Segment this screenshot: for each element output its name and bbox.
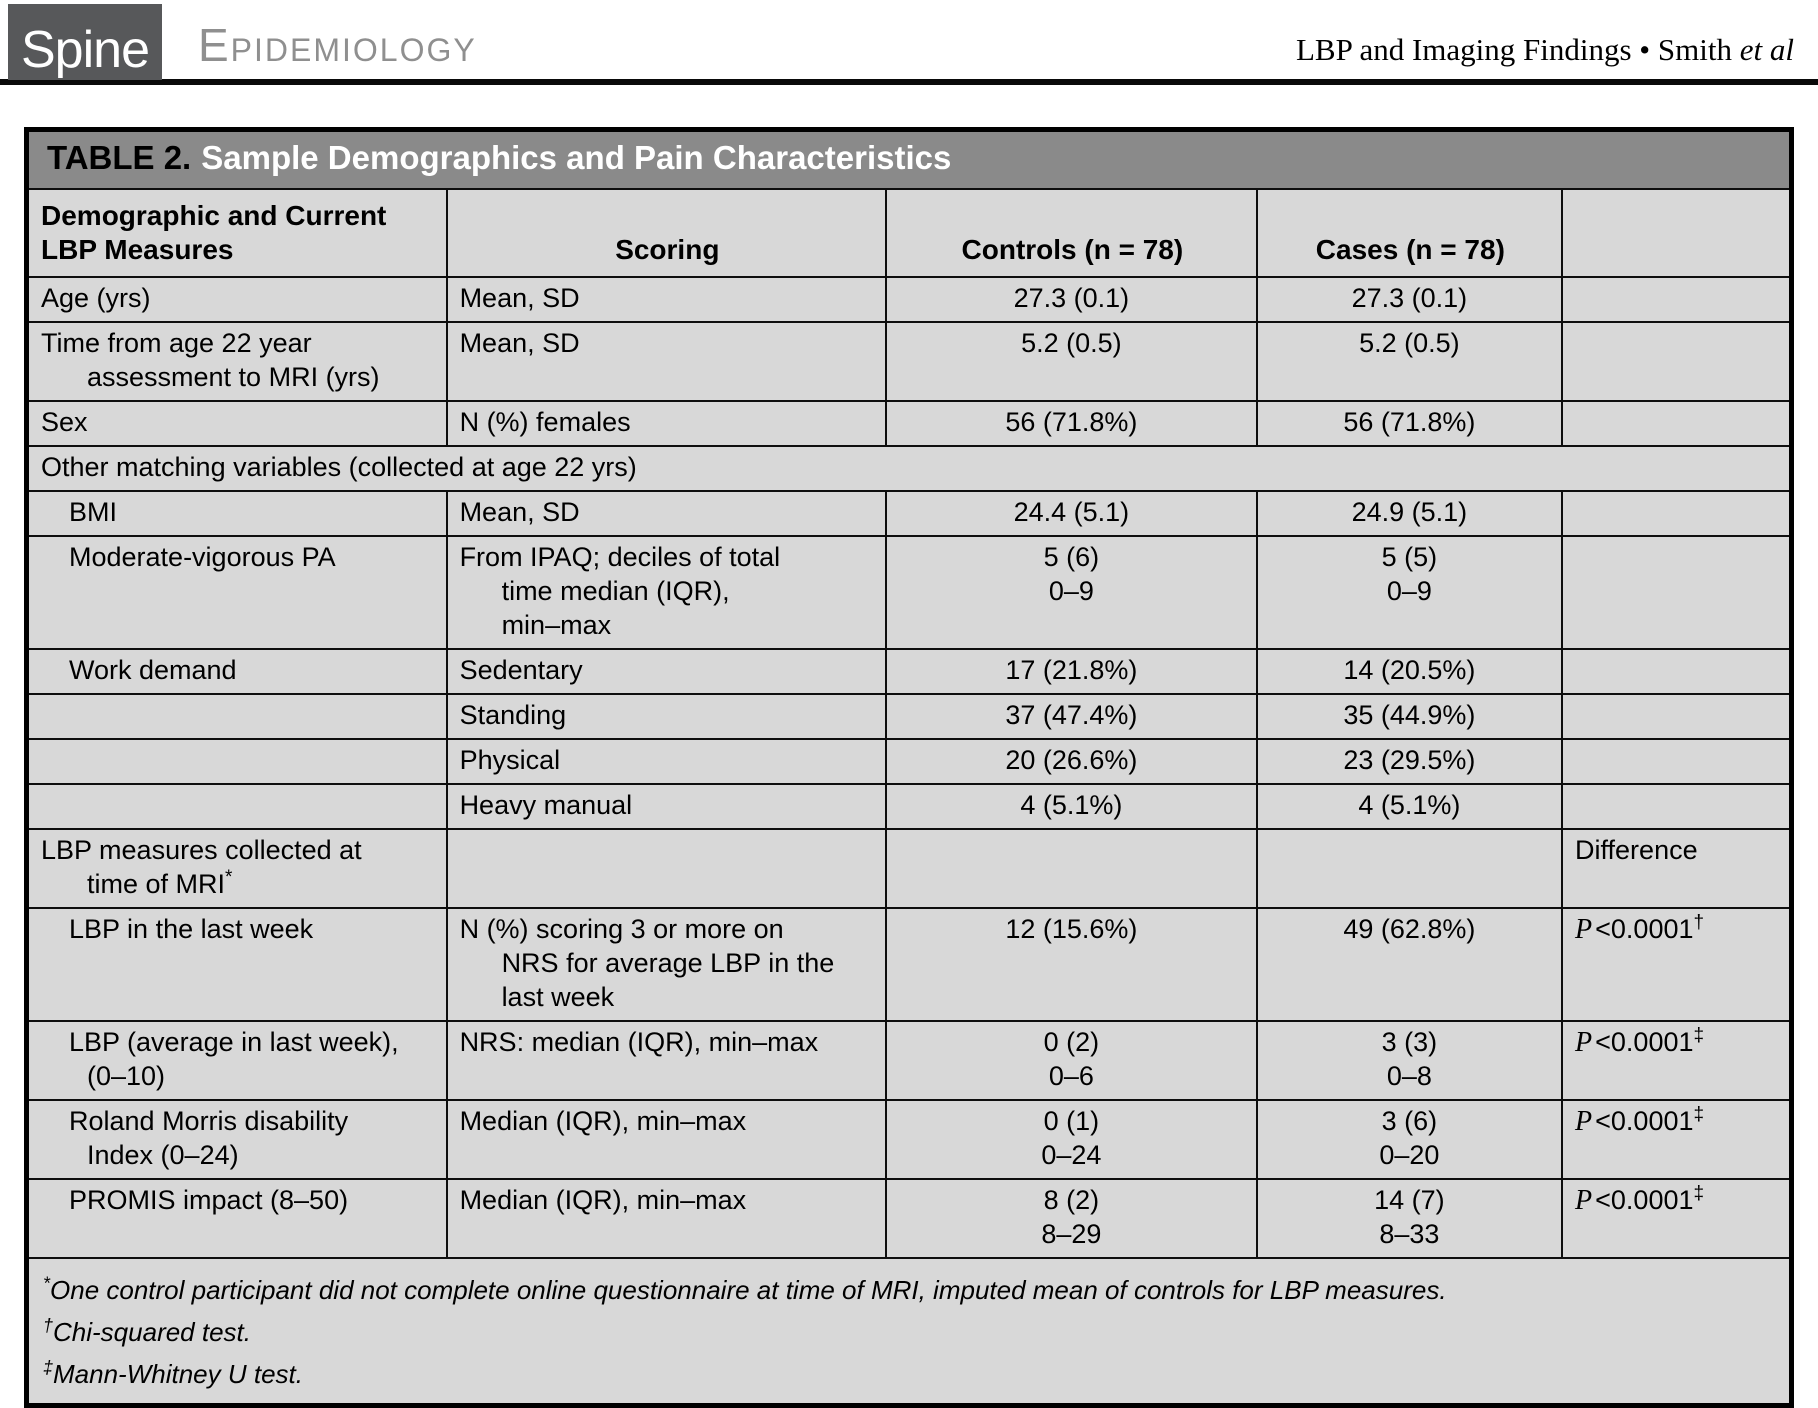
header-line: LBP Measures [41,234,234,265]
cell-measure [27,908,447,1021]
column-header-row [27,189,1792,277]
cell-cases: 27.3 (0.1) [1257,277,1562,322]
col-header-measures [27,189,447,277]
cell-measure [27,536,447,649]
table-number: TABLE 2. [47,139,192,176]
row-time-to-mri [27,322,1792,401]
journal-logo-text: Spine [21,21,149,79]
row-label: Age (yrs) [41,283,151,313]
cell-measure [27,1021,447,1100]
row-label: LBP measures collected at [41,835,362,865]
footnotes-row [27,1258,1792,1406]
value-line: 0–6 [1048,1061,1094,1091]
cell-difference [1562,784,1791,829]
cell-measure [27,694,447,739]
cell-controls: 4 (5.1%) [886,784,1257,829]
cell-difference [1562,491,1791,536]
cell-controls: 17 (21.8%) [886,649,1257,694]
footnote-marker: * [225,867,233,888]
running-head-bullet: • [1639,32,1651,67]
cell-scoring: Median (IQR), min–max [447,1100,886,1179]
value-line: 0–9 [1048,576,1094,606]
cell-controls: 56 (71.8%) [886,401,1257,446]
p-value: <0.0001 [1595,914,1694,944]
cell-cases: 23 (29.5%) [1257,739,1562,784]
section-header-cell: Other matching variables (collected at age 22 yrs) [27,446,1792,491]
row-label: LBP (average in last week), [69,1027,399,1057]
cell-controls: 37 (47.4%) [886,694,1257,739]
cell-difference [1562,322,1791,401]
cell-controls [886,829,1257,908]
footnote-marker: * [43,1273,51,1294]
cell-measure [27,1100,447,1179]
row-label-cont: Index (0–24) [87,1140,239,1170]
scoring-line: N (%) scoring 3 or more on [459,914,784,944]
row-work-heavy-manual [27,784,1792,829]
footnote-marker: ‡ [1693,1025,1705,1046]
cell-scoring: Median (IQR), min–max [447,1179,886,1258]
cell-measure [27,739,447,784]
cell-scoring: N (%) females [447,401,886,446]
footnote-marker: † [1693,912,1705,933]
cell-p-value [1562,1021,1791,1100]
row-bmi [27,491,1792,536]
cell-difference [1562,277,1791,322]
value-line: 0–20 [1379,1140,1440,1170]
scoring-line: From IPAQ; deciles of total [459,542,781,572]
footnote-text: Chi-squared test. [53,1317,251,1347]
cell-cases [1257,1100,1562,1179]
cell-scoring [447,829,886,908]
table-title-bar [27,130,1792,190]
col-header-difference [1562,189,1791,277]
value-line: 3 (6) [1381,1106,1438,1136]
cell-scoring: Sedentary [447,649,886,694]
cell-controls [886,536,1257,649]
value-line: 5 (5) [1381,542,1438,572]
cell-controls: 24.4 (5.1) [886,491,1257,536]
p-symbol: P [1575,1027,1593,1058]
scoring-line: time median (IQR), [501,576,730,606]
row-matching-section [27,446,1792,491]
row-physical-activity [27,536,1792,649]
p-symbol: P [1575,1106,1593,1137]
cell-measure [27,322,447,401]
row-work-sedentary [27,649,1792,694]
row-roland-morris [27,1100,1792,1179]
footnote-marker: ‡ [1693,1183,1705,1204]
cell-controls [886,1100,1257,1179]
row-promis [27,1179,1792,1258]
scoring-line: last week [501,982,615,1012]
value-line: 5 (6) [1043,542,1100,572]
cell-p-value [1562,1100,1791,1179]
p-value: <0.0001 [1595,1027,1694,1057]
row-label-text: time of MRI [87,869,226,899]
cell-measure [27,277,447,322]
cell-cases [1257,1021,1562,1100]
cell-difference [1562,649,1791,694]
cell-scoring [447,908,886,1021]
value-line: 3 (3) [1381,1027,1438,1057]
row-sex [27,401,1792,446]
value-line: 14 (7) [1374,1185,1445,1215]
cell-cases: 56 (71.8%) [1257,401,1562,446]
row-label: BMI [69,497,118,527]
cell-scoring: Physical [447,739,886,784]
row-work-standing [27,694,1792,739]
row-label: Time from age 22 year [41,328,312,358]
footnote [43,1353,1775,1395]
row-work-physical [27,739,1792,784]
cell-cases [1257,829,1562,908]
cell-difference [1562,694,1791,739]
cell-difference: Difference [1562,829,1791,908]
cell-measure [27,784,447,829]
journal-logo [8,4,162,80]
footnote [43,1311,1775,1353]
row-label: Roland Morris disability [69,1106,349,1136]
col-header-scoring: Scoring [447,189,886,277]
table-title: Sample Demographics and Pain Characteristics [201,139,952,176]
cell-scoring: Standing [447,694,886,739]
cell-cases [1257,1179,1562,1258]
cell-scoring: Mean, SD [447,277,886,322]
cell-scoring: NRS: median (IQR), min–max [447,1021,886,1100]
value-line: 8–29 [1041,1219,1102,1249]
value-line: 0–9 [1386,576,1432,606]
footnote-marker: ‡ [43,1357,54,1378]
row-lbp-average [27,1021,1792,1100]
cell-scoring [447,536,886,649]
table2 [24,127,1794,1389]
cell-controls: 20 (26.6%) [886,739,1257,784]
cell-scoring: Mean, SD [447,322,886,401]
row-label: LBP in the last week [69,914,314,944]
cell-controls [886,1021,1257,1100]
running-et-al: et al [1739,32,1794,67]
footnote-marker: ‡ [1693,1104,1705,1125]
cell-difference [1562,739,1791,784]
value-line: 0–24 [1041,1140,1102,1170]
cell-p-value [1562,908,1791,1021]
row-label-cont [41,867,436,901]
footnote-text: One control participant did not complete online questionnaire at time of MRI, imputed mean of controls for LBP measures. [50,1275,1447,1305]
header-line: Demographic and Current [41,200,387,231]
cell-cases: 49 (62.8%) [1257,908,1562,1021]
cell-measure [27,649,447,694]
footnote-text: Mann-Whitney U test. [53,1359,303,1389]
scoring-line: NRS for average LBP in the [501,948,835,978]
cell-cases: 24.9 (5.1) [1257,491,1562,536]
cell-measure: Sex [27,401,447,446]
cell-controls: 5.2 (0.5) [886,322,1257,401]
footnotes-cell [27,1258,1792,1406]
cell-controls: 12 (15.6%) [886,908,1257,1021]
cell-scoring: Heavy manual [447,784,886,829]
value-line: 0–8 [1386,1061,1432,1091]
value-line: 8 (2) [1043,1185,1100,1215]
header-rule [0,79,1818,85]
row-age [27,277,1792,322]
col-header-controls: Controls (n = 78) [886,189,1257,277]
footnote-marker: † [43,1315,54,1336]
row-label: Work demand [69,655,237,685]
cell-measure [27,829,447,908]
scoring-line: min–max [501,610,612,640]
p-symbol: P [1575,914,1593,945]
running-head [1296,32,1794,68]
cell-measure [27,491,447,536]
cell-cases: 4 (5.1%) [1257,784,1562,829]
cell-measure [27,1179,447,1258]
value-line: 0 (2) [1043,1027,1100,1057]
row-label: PROMIS impact (8–50) [69,1185,349,1215]
table-title-cell [27,130,1792,190]
cell-cases [1257,536,1562,649]
cell-cases: 35 (44.9%) [1257,694,1562,739]
demographics-table [24,127,1794,1408]
row-lbp-last-week [27,908,1792,1021]
row-label-cont: assessment to MRI (yrs) [87,362,380,392]
cell-controls [886,1179,1257,1258]
cell-controls: 27.3 (0.1) [886,277,1257,322]
cell-cases: 5.2 (0.5) [1257,322,1562,401]
cell-difference [1562,401,1791,446]
cell-p-value [1562,1179,1791,1258]
running-authors: Smith [1657,32,1732,67]
col-header-cases: Cases (n = 78) [1257,189,1562,277]
running-title: LBP and Imaging Findings [1295,32,1632,67]
p-value: <0.0001 [1595,1185,1694,1215]
section-title: Epidemiology [198,19,477,71]
value-line: 0 (1) [1043,1106,1100,1136]
row-lbp-section [27,829,1792,908]
row-label-cont: (0–10) [87,1061,166,1091]
p-symbol: P [1575,1185,1593,1216]
cell-difference [1562,536,1791,649]
page-header [0,0,1818,86]
cell-cases: 14 (20.5%) [1257,649,1562,694]
footnote [43,1269,1775,1311]
p-value: <0.0001 [1595,1106,1694,1136]
value-line: 8–33 [1379,1219,1440,1249]
cell-scoring: Mean, SD [447,491,886,536]
row-label: Moderate-vigorous PA [69,542,336,572]
